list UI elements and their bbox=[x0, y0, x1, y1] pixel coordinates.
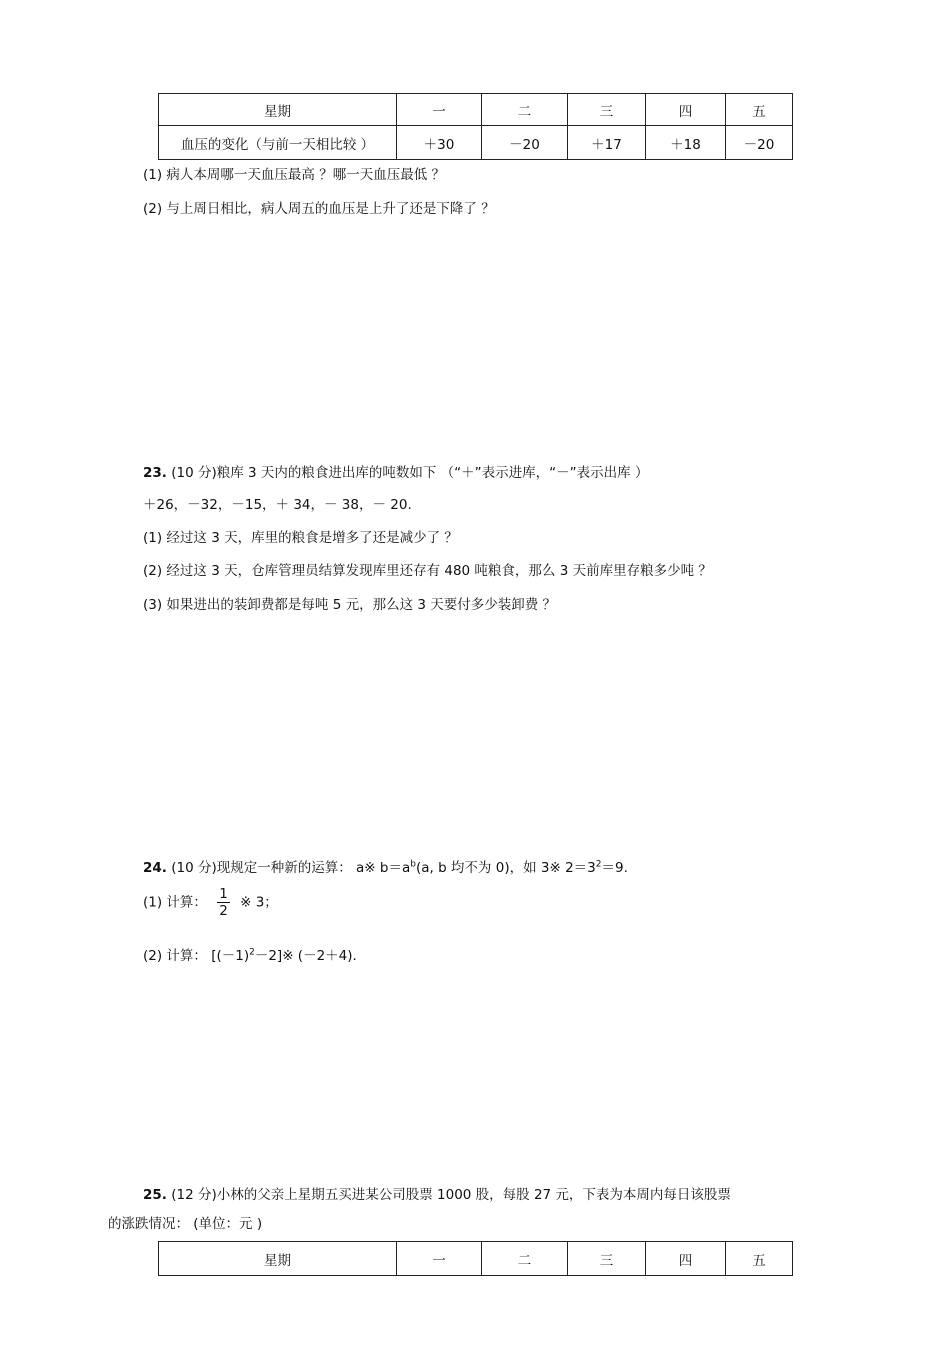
q24-stem-c: ＝9. bbox=[601, 860, 628, 876]
table-row bbox=[159, 94, 793, 126]
q24-stem-b: (a, b 均不为 0)，如 3※ 2＝3 bbox=[415, 860, 596, 876]
q24-number: 24. bbox=[143, 860, 167, 876]
fraction-numerator: 1 bbox=[219, 886, 228, 902]
table-header-cell: 五 bbox=[726, 1242, 793, 1276]
table-header-cell: 二 bbox=[482, 1242, 568, 1276]
q22-part2: (2) 与上周日相比，病人周五的血压是上升了还是下降了 ？ bbox=[143, 201, 495, 217]
fraction bbox=[217, 886, 230, 919]
table-header-cell: 一 bbox=[397, 1242, 482, 1276]
q23-part3: (3) 如果进出的装卸费都是每吨 5 元，那么这 3 天要付多少装卸费 ？ bbox=[143, 597, 557, 613]
q25-number: 25. bbox=[143, 1187, 167, 1203]
q22-part1: (1) 病人本周哪一天血压最高 ？哪一天血压最低 ？ bbox=[143, 167, 445, 183]
table-header-cell: 三 bbox=[568, 94, 646, 126]
q24-exponent-2: 2 bbox=[595, 859, 602, 870]
q23-number: 23. bbox=[143, 465, 167, 481]
table-cell: ＋30 bbox=[397, 126, 482, 160]
q25-stem-line2: 的涨跌情况： (单位：元 ) bbox=[108, 1216, 263, 1232]
table-header-cell: 四 bbox=[646, 94, 726, 126]
fraction-denominator: 2 bbox=[219, 903, 228, 919]
table-header-cell: 星期 bbox=[159, 1242, 397, 1276]
table-header-cell: 五 bbox=[726, 94, 793, 126]
q23-data: ＋26，－32，－15，＋ 34，－ 38，－ 20. bbox=[143, 497, 412, 513]
table-header-cell: 四 bbox=[646, 1242, 726, 1276]
stock-change-table bbox=[158, 1241, 793, 1276]
table-row bbox=[159, 1242, 793, 1276]
q23-stem bbox=[143, 461, 648, 481]
table-row-label: 血压的变化（与前一天相比较 ） bbox=[159, 126, 397, 160]
table-header-cell: 星期 bbox=[159, 94, 397, 126]
table-cell: －20 bbox=[482, 126, 568, 160]
q23-part1: (1) 经过这 3 天，库里的粮食是增多了还是减少了 ？ bbox=[143, 530, 458, 546]
q24-part1 bbox=[143, 886, 278, 919]
q24-stem-a: (10 分)现规定一种新的运算： a※ b＝a bbox=[171, 860, 411, 876]
q24-part2-b: －2]※ (－2＋4). bbox=[254, 948, 357, 964]
q24-stem bbox=[143, 856, 628, 876]
q24-part2-exponent: 2 bbox=[249, 947, 255, 958]
table-header-cell: 二 bbox=[482, 94, 568, 126]
table-header-cell: 三 bbox=[568, 1242, 646, 1276]
q23-part2: (2) 经过这 3 天，仓库管理员结算发现库里还存有 480 吨粮食，那么 3 天前库里存粮多少吨 ？ bbox=[143, 563, 712, 579]
table-cell: －20 bbox=[726, 126, 793, 160]
q24-part1-label: (1) 计算： bbox=[143, 894, 207, 911]
q24-exponent-b: b bbox=[410, 859, 416, 870]
blood-pressure-table bbox=[158, 93, 793, 160]
q25-stem bbox=[143, 1183, 731, 1203]
table-cell: ＋18 bbox=[646, 126, 726, 160]
q24-part1-tail: ※ 3； bbox=[240, 894, 278, 911]
q23-stem-text: (10 分)粮库 3 天内的粮食进出库的吨数如下 （“＋”表示进库，“－”表示出库 ） bbox=[171, 465, 649, 481]
table-cell: ＋17 bbox=[568, 126, 646, 160]
q25-stem-text: (12 分)小林的父亲上星期五买进某公司股票 1000 股，每股 27 元，下表为本周内每日该股票 bbox=[171, 1187, 731, 1203]
table-row bbox=[159, 126, 793, 160]
table-header-cell: 一 bbox=[397, 94, 482, 126]
q24-part2 bbox=[143, 944, 357, 964]
q24-part2-a: (2) 计算： [(－1) bbox=[143, 948, 250, 964]
